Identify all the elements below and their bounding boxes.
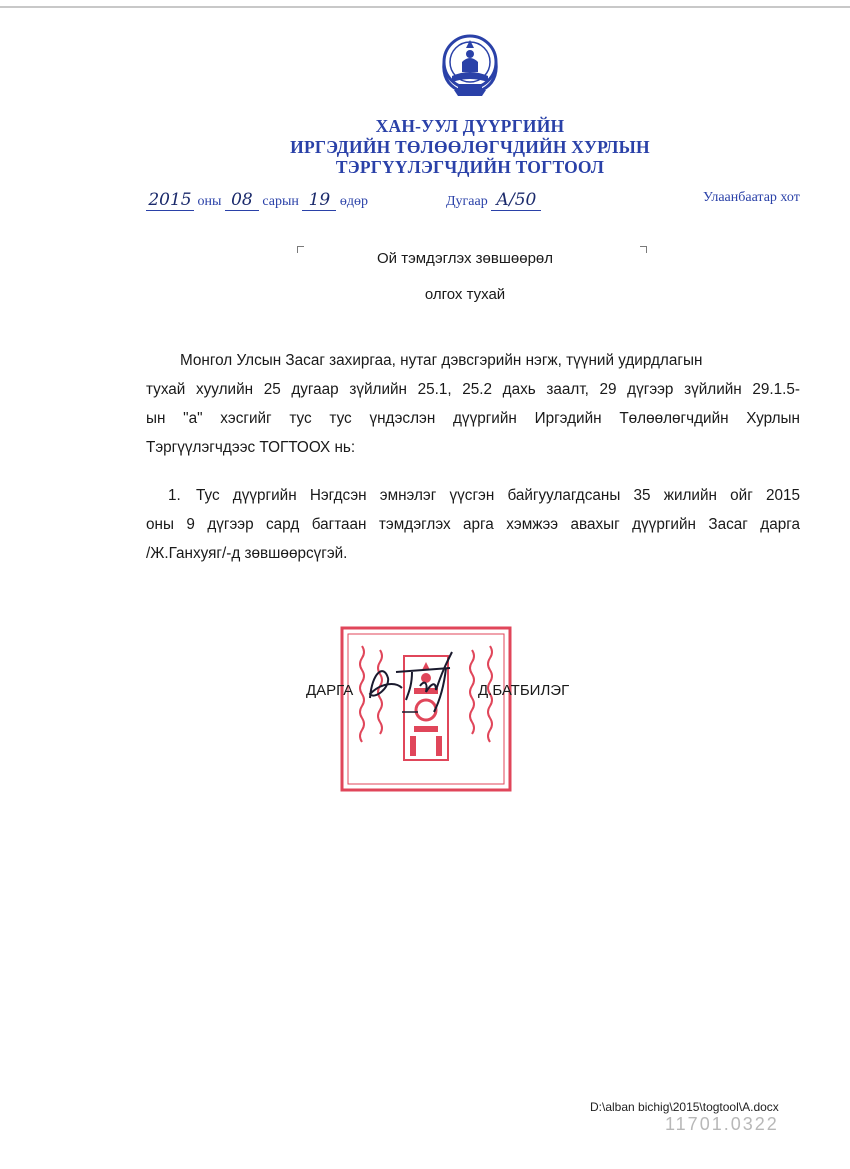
number-value: А/50 — [491, 190, 541, 211]
top-rule — [0, 6, 850, 8]
item-line-2: оны 9 дүгээр сард багтаан тэмдэглэх арга хэмжээ авахыг дүүргийн Засаг дарга — [146, 516, 800, 533]
number-line — [446, 190, 541, 211]
day-value: 19 — [302, 190, 336, 211]
item-line-3: /Ж.Ганхуяг/-д зөвшөөрсүгэй. — [146, 545, 348, 562]
signatory-name: Д.БАТБИЛЭГ — [478, 682, 570, 699]
file-path: D:\alban bichig\2015\togtool\A.docx — [590, 1100, 779, 1114]
day-label: өдөр — [339, 194, 369, 209]
number-label: Дугаар — [446, 194, 488, 209]
handwritten-signature — [362, 642, 472, 722]
preamble-line-3: ын "а" хэсгийг тус тус үндэслэн дүүргийн Иргэдийн Төлөөлөгчдийн Хурлын — [146, 410, 800, 427]
year-value: 2015 — [146, 190, 194, 211]
title-line-2: ИРГЭДИЙН ТӨЛӨӨЛӨГЧДИЙН ХУРЛЫН — [290, 137, 650, 157]
subject-line-1: Ой тэмдэглэх зөвшөөрөл — [376, 250, 553, 267]
preamble-line-1: Монгол Улсын Засаг захиргаа, нутаг дэвсгэрийн нэгж, түүний удирдлагын — [180, 352, 703, 369]
title-line-1: ХАН-УУЛ ДҮҮРГИЙН — [375, 116, 565, 136]
signatory-position: ДАРГА — [306, 682, 354, 699]
item-number: 1. — [168, 487, 181, 504]
subject-line-2: олгох тухай — [424, 286, 506, 303]
preamble-line-2: тухай хуулийн 25 дугаар зүйлийн 25.1, 25.2 дахь заалт, 29 дүгээр зүйлийн 29.1.5- — [146, 381, 800, 398]
preamble-line-4: Тэргүүлэгчдээс ТОГТООХ нь: — [146, 439, 356, 456]
title-line-3: ТЭРГҮҮЛЭГЧДИЙН ТОГТООЛ — [335, 157, 605, 177]
item-line-1: Тус дүүргийн Нэгдсэн эмнэлэг үүсгэн байгуулагдсаны 35 жилийн ойг 2015 — [196, 487, 800, 504]
year-label: оны — [197, 194, 222, 209]
month-value: 08 — [225, 190, 259, 211]
month-label: сарын — [262, 194, 299, 209]
date-line — [146, 190, 368, 211]
faded-stamp-number: 11701.0322 — [665, 1114, 779, 1134]
city-label: Улаанбаатар хот — [703, 190, 800, 205]
state-emblem-icon — [438, 32, 502, 100]
